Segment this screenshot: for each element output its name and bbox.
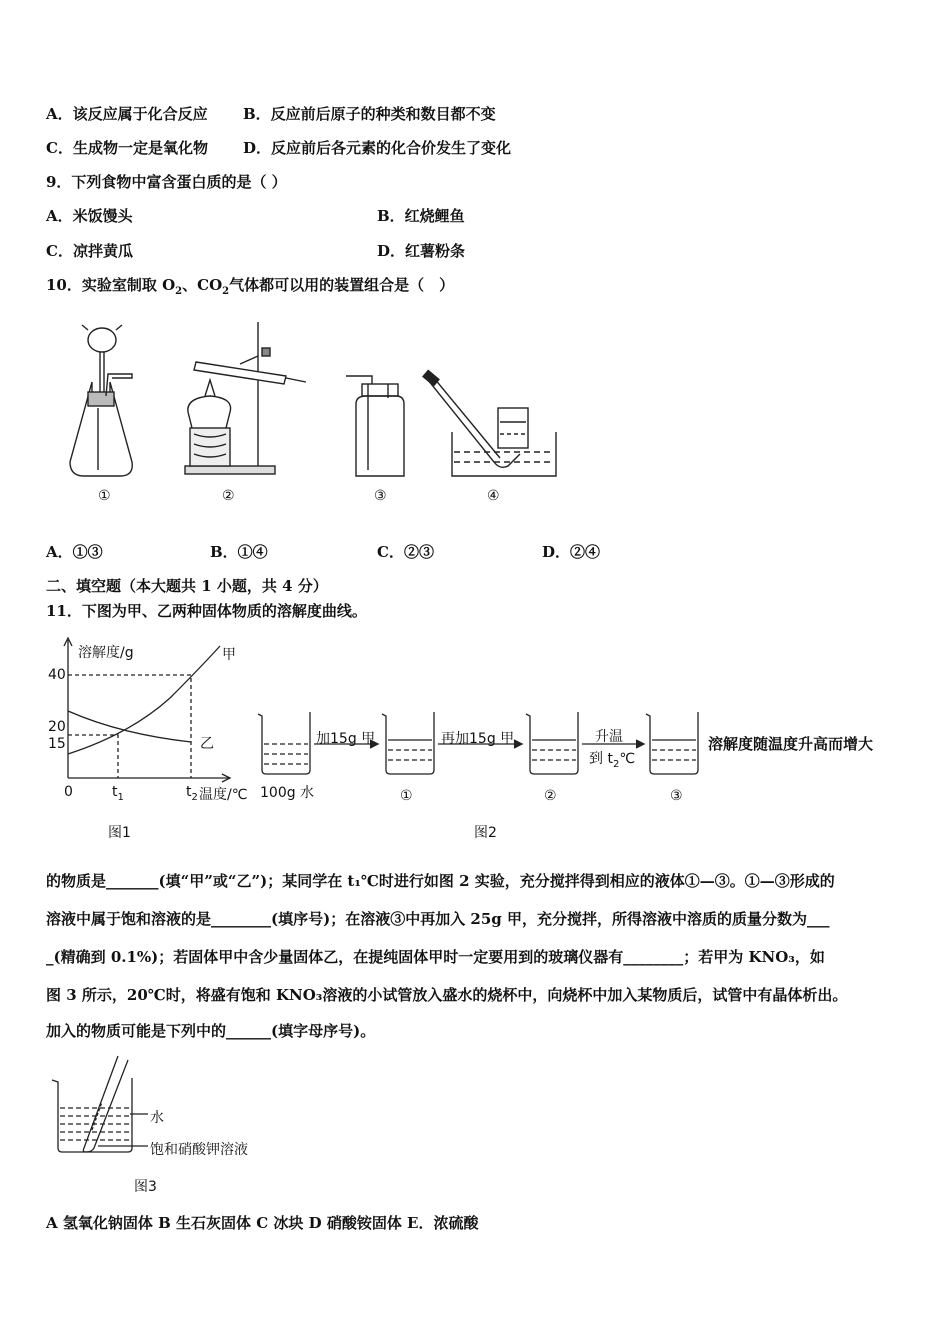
apparatus-4-trough: [423, 370, 556, 476]
q10-sub-o2: 2: [175, 286, 183, 297]
x-tick-t1-t: t: [112, 784, 118, 800]
x-tick-t1-sub: 1: [117, 791, 124, 803]
q8-option-d: D．反应前后各元素的化合价发生了变化: [243, 139, 512, 157]
apparatus-label-4: ④: [487, 488, 500, 504]
step1-label: 加15g 甲: [316, 731, 376, 747]
x-tick-t2-t: t: [186, 784, 192, 800]
y-tick-40: 40: [48, 667, 66, 683]
q10-option-d: D．②④: [542, 543, 601, 561]
q11-paragraph-line-2: 溶液中属于饱和溶液的是________(填序号)；在溶液③中再加入 25g 甲，充分搅拌，所得溶液中溶质的质量分数为___: [46, 910, 830, 928]
y-tick-15: 15: [48, 736, 66, 752]
step3-label-a: 升温: [595, 729, 623, 745]
y-axis-label: 溶解度/g: [78, 645, 134, 661]
x-tick-t2-sub: 2: [191, 791, 198, 803]
q11-answer-options: A 氢氧化钠固体 B 生石灰固体 C 冰块 D 硝酸铵固体 E．浓硫酸: [46, 1214, 479, 1232]
q11-stem: 11．下图为甲、乙两种固体物质的溶解度曲线。: [46, 602, 367, 620]
x-tick-t2: [186, 784, 198, 803]
apparatus-figure: [0, 0, 950, 520]
q11-paragraph-line-5: 加入的物质可能是下列中的______(填字母序号)。: [46, 1022, 376, 1040]
q8-option-b: B．反应前后原子的种类和数目都不变: [243, 105, 496, 123]
step2-label: 再加15g 甲: [441, 731, 515, 747]
q11-paragraph-line-3: _(精确到 0.1%)；若固体甲中含少量固体乙，在提纯固体甲时一定要用到的玻璃仪器有________；若甲为 KNO₃，如: [46, 948, 825, 966]
q10-sub-co2: 2: [222, 286, 230, 297]
apparatus-3-bottle: [346, 376, 404, 476]
apparatus-1-flask: [70, 325, 132, 476]
figure-2-caption: 图2: [474, 825, 497, 841]
beaker-label-1: ①: [400, 788, 413, 804]
beaker-label-2: ②: [544, 788, 557, 804]
guide-t1: [68, 735, 118, 778]
q8-option-a: A．该反应属于化合反应: [46, 105, 208, 123]
q9-option-d: D．红薯粉条: [377, 242, 466, 260]
q10-option-c: C．②③: [377, 543, 434, 561]
step3-label-b-sub: 2: [612, 758, 620, 770]
q10-option-b: B．①④: [210, 543, 268, 561]
q11-paragraph-line-1: 的物质是_______(填“甲”或“乙”)；某同学在 t₁℃时进行如图 2 实验，充分搅拌得到相应的液体①—③。①—③形成的: [46, 872, 835, 890]
x-axis-label: 温度/℃: [199, 787, 248, 803]
q10-stem-part1: 10．实验室制取 O: [46, 276, 176, 294]
apparatus-2-heating: [185, 322, 306, 474]
q10-option-a: A．①③: [46, 543, 103, 561]
step3-label-b: [589, 748, 635, 770]
figure-1-caption: 图1: [108, 825, 131, 841]
beaker-label-3: ③: [670, 788, 683, 804]
x-tick-t1: [112, 784, 124, 803]
section-2-heading: 二、填空题（本大题共 1 小题，共 4 分）: [46, 577, 328, 595]
q10-stem-part2: 、CO: [182, 276, 223, 294]
step3-label-b-unit: ℃: [619, 751, 636, 767]
q10-stem-part3: 气体都可以用的装置组合是（ ）: [229, 276, 455, 294]
origin-label: 0: [64, 784, 73, 800]
fig3-water-label: 水: [150, 1110, 164, 1126]
curve-label-jia: 甲: [222, 647, 236, 663]
fig3-solution-label: 饱和硝酸钾溶液: [150, 1142, 248, 1158]
q9-stem: 9．下列食物中富含蛋白质的是（ ）: [46, 173, 287, 191]
q9-option-b: B．红烧鲤鱼: [377, 207, 465, 225]
curve-jia: [68, 646, 220, 754]
apparatus-label-2: ②: [222, 488, 235, 504]
water-label: 100g 水: [260, 785, 315, 801]
q9-option-a: A．米饭馒头: [46, 207, 133, 225]
apparatus-label-3: ③: [374, 488, 387, 504]
q8-option-c: C．生成物一定是氧化物: [46, 139, 208, 157]
q11-paragraph-line-4: 图 3 所示，20℃时，将盛有饱和 KNO₃溶液的小试管放入盛水的烧杯中，向烧杯中加入某物质后，试管中有晶体析出。: [46, 986, 848, 1004]
curve-label-yi: 乙: [200, 736, 214, 752]
q9-option-c: C．凉拌黄瓜: [46, 242, 133, 260]
figure-3-caption: 图3: [134, 1179, 157, 1195]
fig2-side-text: 溶解度随温度升高而增大: [708, 735, 874, 753]
apparatus-label-1: ①: [98, 488, 111, 504]
y-tick-20: 20: [48, 719, 66, 735]
step3-label-b-text: 到 t: [589, 751, 613, 767]
